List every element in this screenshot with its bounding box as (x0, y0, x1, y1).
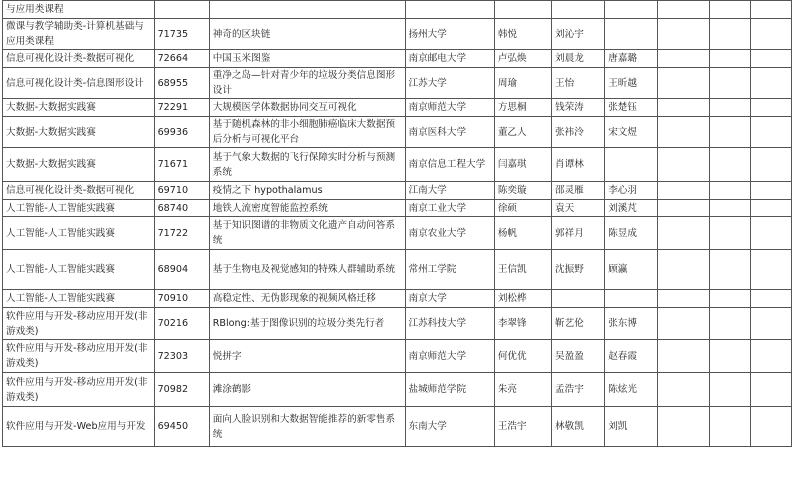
member-3-cell: 李心羽 (605, 182, 658, 200)
id-cell: 68904 (154, 250, 209, 290)
member-1-cell: 何优优 (494, 340, 551, 373)
category-cell: 大数据-大数据实践赛 (3, 117, 155, 148)
category-cell: 信息可视化设计类-信息图形设计 (3, 68, 155, 99)
category-cell: 人工智能-人工智能实践赛 (3, 217, 155, 250)
extra-cell (658, 250, 709, 290)
category-cell: 大数据-大数据实践赛 (3, 148, 155, 182)
table-row (3, 148, 792, 182)
id-cell: 68955 (154, 68, 209, 99)
school-cell: 南京师范大学 (405, 99, 494, 117)
member-2-cell: 刘沁宇 (552, 19, 605, 50)
id-cell: 71671 (154, 148, 209, 182)
project-title-cell: 中国玉米图鉴 (209, 50, 405, 68)
table-row (3, 407, 792, 447)
member-3-cell: 刘溪芃 (605, 200, 658, 217)
school-cell: 江苏大学 (405, 68, 494, 99)
member-1-cell: 刘松桦 (494, 290, 551, 308)
category-cell: 人工智能-人工智能实践赛 (3, 250, 155, 290)
project-title-cell: 基于生物电及视觉感知的特殊人群辅助系统 (209, 250, 405, 290)
id-cell (154, 1, 209, 19)
member-1-cell: 周瑜 (494, 68, 551, 99)
member-2-cell: 邵灵雁 (552, 182, 605, 200)
school-cell: 南京师范大学 (405, 340, 494, 373)
award-table (2, 0, 792, 447)
table-row (3, 217, 792, 250)
extra-cell (658, 182, 709, 200)
table-row (3, 117, 792, 148)
category-cell: 信息可视化设计类-数据可视化 (3, 50, 155, 68)
id-cell: 70982 (154, 373, 209, 407)
table-row (3, 1, 792, 19)
id-cell: 70216 (154, 308, 209, 340)
member-2-cell: 孟浩宇 (552, 373, 605, 407)
member-1-cell (494, 1, 551, 19)
award-table-body (3, 1, 792, 447)
extra-cell (658, 200, 709, 217)
member-3-cell (605, 290, 658, 308)
table-row (3, 308, 792, 340)
member-3-cell (605, 19, 658, 50)
extra-cell (750, 50, 791, 68)
school-cell: 盐城师范学院 (405, 373, 494, 407)
project-title-cell: 基于随机森林的非小细胞肺癌临床大数据预后分析与可视化平台 (209, 117, 405, 148)
award-table-container (2, 0, 792, 477)
extra-cell (750, 19, 791, 50)
member-2-cell: 钱荣涛 (552, 99, 605, 117)
member-1-cell: 王浩宇 (494, 407, 551, 447)
extra-cell (658, 407, 709, 447)
extra-cell (658, 217, 709, 250)
table-row (3, 250, 792, 290)
table-row (3, 182, 792, 200)
project-title-cell: 高稳定性、无伪影现象的视频风格迁移 (209, 290, 405, 308)
extra-cell (658, 50, 709, 68)
member-2-cell: 肖谭林 (552, 148, 605, 182)
category-cell: 软件应用与开发-移动应用开发(非游戏类) (3, 308, 155, 340)
extra-cell (709, 1, 750, 19)
extra-cell (709, 182, 750, 200)
category-cell: 人工智能-人工智能实践赛 (3, 200, 155, 217)
extra-cell (709, 308, 750, 340)
member-1-cell: 李翠锋 (494, 308, 551, 340)
member-3-cell: 陈昱成 (605, 217, 658, 250)
extra-cell (709, 340, 750, 373)
school-cell: 南京医科大学 (405, 117, 494, 148)
member-3-cell: 刘凯 (605, 407, 658, 447)
extra-cell (709, 148, 750, 182)
project-title-cell: 悦拼字 (209, 340, 405, 373)
table-row (3, 99, 792, 117)
extra-cell (750, 217, 791, 250)
member-1-cell: 董乙人 (494, 117, 551, 148)
member-2-cell: 刘晨龙 (552, 50, 605, 68)
school-cell: 南京邮电大学 (405, 50, 494, 68)
extra-cell (709, 373, 750, 407)
school-cell: 南京工业大学 (405, 200, 494, 217)
member-1-cell: 卢弘焕 (494, 50, 551, 68)
member-1-cell: 徐硕 (494, 200, 551, 217)
member-1-cell: 方思桐 (494, 99, 551, 117)
member-3-cell: 顾瀛 (605, 250, 658, 290)
member-1-cell: 杨帆 (494, 217, 551, 250)
id-cell: 72291 (154, 99, 209, 117)
member-2-cell: 袁天 (552, 200, 605, 217)
id-cell: 69450 (154, 407, 209, 447)
member-3-cell: 王昕越 (605, 68, 658, 99)
extra-cell (750, 200, 791, 217)
category-cell: 信息可视化设计类-数据可视化 (3, 182, 155, 200)
extra-cell (658, 308, 709, 340)
school-cell: 常州工学院 (405, 250, 494, 290)
extra-cell (709, 200, 750, 217)
member-1-cell: 陈奕璇 (494, 182, 551, 200)
extra-cell (658, 373, 709, 407)
school-cell: 东南大学 (405, 407, 494, 447)
id-cell: 71722 (154, 217, 209, 250)
school-cell: 南京大学 (405, 290, 494, 308)
category-cell: 与应用类课程 (3, 1, 155, 19)
member-3-cell (605, 1, 658, 19)
extra-cell (750, 68, 791, 99)
member-2-cell: 郭祥月 (552, 217, 605, 250)
extra-cell (709, 19, 750, 50)
project-title-cell: 面向人脸识别和大数据智能推荐的新零售系统 (209, 407, 405, 447)
extra-cell (750, 117, 791, 148)
member-2-cell: 沈振野 (552, 250, 605, 290)
table-row (3, 290, 792, 308)
extra-cell (750, 99, 791, 117)
id-cell: 72664 (154, 50, 209, 68)
extra-cell (709, 407, 750, 447)
table-row (3, 50, 792, 68)
table-row (3, 68, 792, 99)
extra-cell (658, 19, 709, 50)
project-title-cell (209, 1, 405, 19)
category-cell: 大数据-大数据实践赛 (3, 99, 155, 117)
table-row (3, 19, 792, 50)
extra-cell (750, 340, 791, 373)
extra-cell (658, 99, 709, 117)
member-3-cell: 张东博 (605, 308, 658, 340)
extra-cell (709, 68, 750, 99)
member-2-cell (552, 1, 605, 19)
extra-cell (709, 250, 750, 290)
member-1-cell: 闫嘉琪 (494, 148, 551, 182)
extra-cell (658, 340, 709, 373)
project-title-cell: 地铁人流密度智能监控系统 (209, 200, 405, 217)
category-cell: 人工智能-人工智能实践赛 (3, 290, 155, 308)
project-title-cell: RBlong:基于图像识别的垃圾分类先行者 (209, 308, 405, 340)
extra-cell (750, 407, 791, 447)
extra-cell (658, 1, 709, 19)
table-row (3, 373, 792, 407)
extra-cell (750, 373, 791, 407)
extra-cell (709, 217, 750, 250)
member-3-cell: 宋文煜 (605, 117, 658, 148)
member-3-cell: 张楚钰 (605, 99, 658, 117)
project-title-cell: 滩涂鹤影 (209, 373, 405, 407)
extra-cell (750, 290, 791, 308)
id-cell: 68740 (154, 200, 209, 217)
extra-cell (709, 117, 750, 148)
school-cell (405, 1, 494, 19)
category-cell: 软件应用与开发-移动应用开发(非游戏类) (3, 373, 155, 407)
project-title-cell: 神奇的区块链 (209, 19, 405, 50)
extra-cell (658, 68, 709, 99)
school-cell: 南京农业大学 (405, 217, 494, 250)
extra-cell (750, 308, 791, 340)
school-cell: 南京信息工程大学 (405, 148, 494, 182)
member-2-cell: 林敬凯 (552, 407, 605, 447)
extra-cell (709, 99, 750, 117)
id-cell: 70910 (154, 290, 209, 308)
id-cell: 69710 (154, 182, 209, 200)
category-cell: 软件应用与开发-移动应用开发(非游戏类) (3, 340, 155, 373)
table-row (3, 200, 792, 217)
extra-cell (658, 117, 709, 148)
project-title-cell: 基于知识图谱的非物质文化遗产自动问答系统 (209, 217, 405, 250)
extra-cell (750, 148, 791, 182)
extra-cell (658, 148, 709, 182)
id-cell: 72303 (154, 340, 209, 373)
member-2-cell: 张祎泠 (552, 117, 605, 148)
project-title-cell: 大规模医学体数据协同交互可视化 (209, 99, 405, 117)
member-3-cell: 赵春霞 (605, 340, 658, 373)
member-3-cell: 陈炫光 (605, 373, 658, 407)
school-cell: 江苏科技大学 (405, 308, 494, 340)
member-2-cell: 王怡 (552, 68, 605, 99)
id-cell: 69936 (154, 117, 209, 148)
extra-cell (750, 250, 791, 290)
extra-cell (750, 1, 791, 19)
project-title-cell: 疫情之下 hypothalamus (209, 182, 405, 200)
member-2-cell (552, 290, 605, 308)
extra-cell (709, 50, 750, 68)
member-2-cell: 靳艺伦 (552, 308, 605, 340)
id-cell: 71735 (154, 19, 209, 50)
member-3-cell (605, 148, 658, 182)
member-2-cell: 吴盈盈 (552, 340, 605, 373)
category-cell: 软件应用与开发-Web应用与开发 (3, 407, 155, 447)
member-3-cell: 唐嘉璐 (605, 50, 658, 68)
project-title-cell: 基于气象大数据的飞行保障实时分析与预测系统 (209, 148, 405, 182)
member-1-cell: 王信凯 (494, 250, 551, 290)
school-cell: 江南大学 (405, 182, 494, 200)
member-1-cell: 韩悦 (494, 19, 551, 50)
project-title-cell: 重净之岛—针对青少年的垃圾分类信息图形设计 (209, 68, 405, 99)
category-cell: 微课与教学辅助类-计算机基础与应用类课程 (3, 19, 155, 50)
member-1-cell: 朱亮 (494, 373, 551, 407)
extra-cell (750, 182, 791, 200)
table-row (3, 340, 792, 373)
extra-cell (709, 290, 750, 308)
school-cell: 扬州大学 (405, 19, 494, 50)
extra-cell (658, 290, 709, 308)
